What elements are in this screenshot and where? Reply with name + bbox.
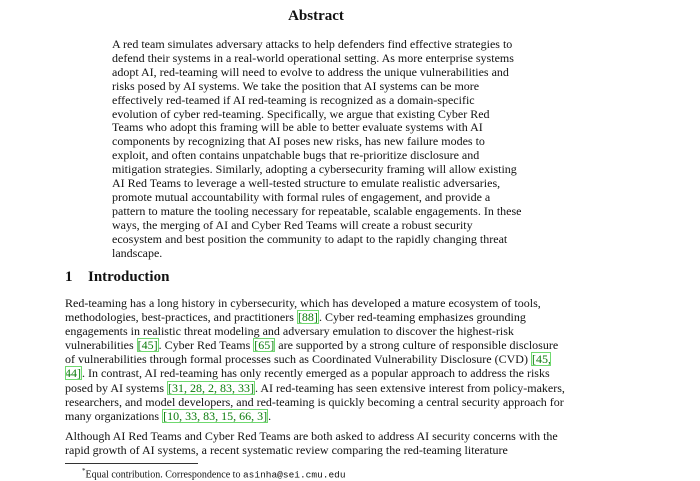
text-run: Red-teaming has a long history in cybersecurity, which has developed a mature ecosystem of tools, methodologies, best-practices, and practitioners <box>65 296 541 325</box>
abstract-title: Abstract <box>288 8 344 24</box>
text-run: . AI red-teaming has seen extensive interest from policy-makers, researchers, and model developers, and red-teaming is quickly becoming a central security approach for many organizations <box>65 380 565 423</box>
citation-link[interactable]: [31, 28, 2, 83, 33] <box>168 380 254 395</box>
section-heading-introduction <box>65 268 169 286</box>
section-number: 1 <box>65 269 73 285</box>
text-run: . In contrast, AI red-teaming has only recently emerged as a popular approach to address the risks posed by AI systems <box>65 366 550 395</box>
text-run: . Cyber Red Teams <box>158 338 254 353</box>
citation-link[interactable]: [45] <box>137 338 158 353</box>
citation-link[interactable]: [45, 44] <box>65 352 551 381</box>
abstract-text: A red team simulates adversary attacks to help defenders find effective strategies to defend their systems in a real-world operational setting. As more enterprise systems adopt AI, red-teaming will need to evolve to address the unique vulnerabilities and risks posed by AI systems. We take the position that AI systems can be more effectively red-teamed if AI red-teaming is recognized as a domain-specific evolution of cyber red-teaming. Specifically, we argue that existing Cyber Red Teams who adopt this framing will be able to better evaluate systems with AI components by recognizing that AI poses new risks, has new failure modes to exploit, and often contains unpatchable bugs that re-prioritize disclosure and mitigation strategies. Similarly, adopting a cybersecurity framing will allow existing AI Red Teams to leverage a well-tested structure to emulate realistic adversaries, promote mutual accountability with formal rules of engagement, and provide a pattern to mature the tooling necessary for repeatable, scalable engagements. In these ways, the merging of AI and Cyber Red Teams will create a robust security ecosystem and best position the community to adapt to the rapidly changing threat landscape. <box>112 37 522 260</box>
citation-link[interactable]: [65] <box>254 338 275 353</box>
footnote-divider <box>65 463 198 464</box>
text-run: are supported by a strong culture of responsible disclosure of vulnerabilities through formal processes such as Coordinated Vulnerability Disclosure (CVD) <box>65 338 559 367</box>
section-title: Introduction <box>88 269 170 285</box>
footnote-mark: * <box>82 467 86 475</box>
intro-paragraph-2: Although AI Red Teams and Cyber Red Teams are both asked to address AI security concerns with the rapid growth of AI systems, a recent systematic review comparing the red-teaming literature <box>65 429 558 458</box>
footnote-text: Equal contribution. Correspondence to <box>85 469 243 481</box>
footnote-email[interactable]: asinha@sei.cmu.edu <box>242 469 346 481</box>
text-run: . Cyber red-teaming emphasizes grounding engagements in realistic threat modeling and adversary emulation to discover the highest-risk vulnerabilities <box>65 310 526 353</box>
footnote <box>82 465 346 481</box>
text-run: . <box>268 408 272 423</box>
intro-paragraph-1 <box>65 296 568 423</box>
citation-link[interactable]: [88] <box>297 310 318 325</box>
citation-link[interactable]: [10, 33, 83, 15, 66, 3] <box>163 408 268 423</box>
